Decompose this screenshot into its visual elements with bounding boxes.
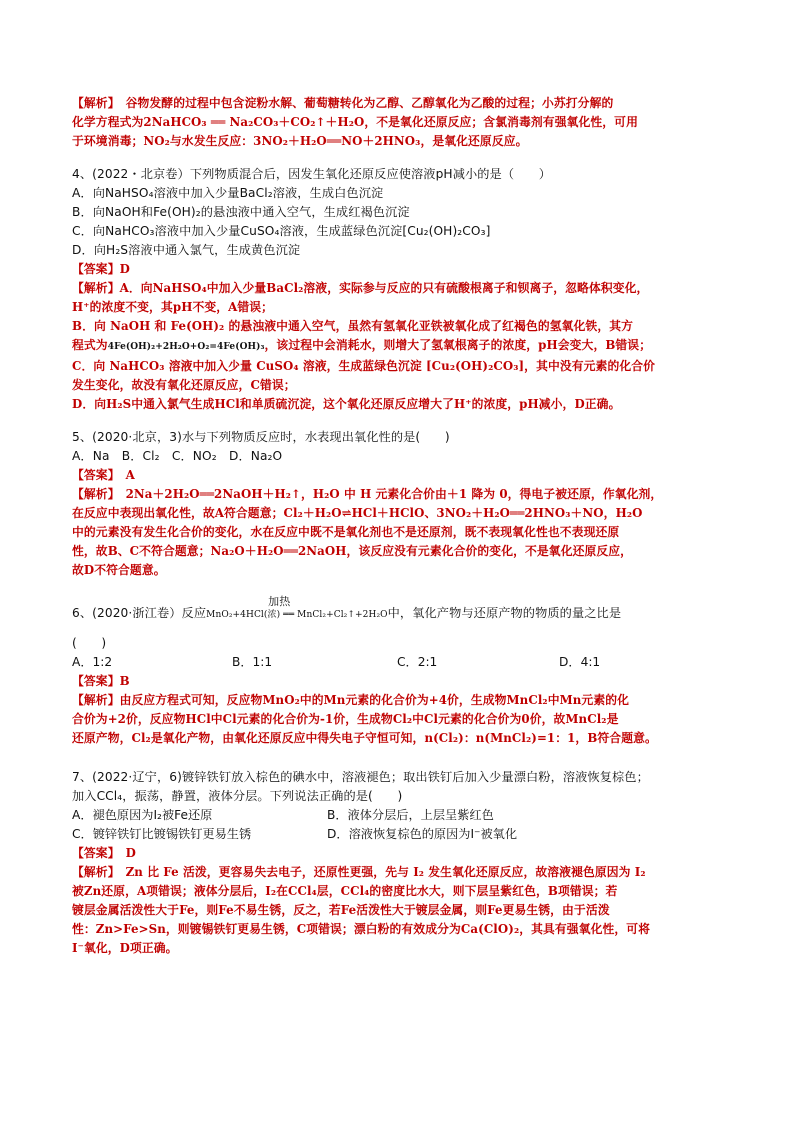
option-a: A．褪色原因为I₂被Fe还原 [72, 808, 213, 822]
answer-line [72, 466, 726, 485]
analysis-line: 合价为+2价，反应物HCl中Cl元素的化合价为-1价，生成物Cl₂中Cl元素的化合价为0价，故MnCl₂是 [72, 712, 619, 726]
answer-line [72, 844, 726, 863]
options-row [72, 653, 726, 672]
analysis-line: D．向H₂S中通入氯气生成HCl和单质硫沉淀，这个氧化还原反应增大了H⁺的浓度，pH减小，D正确。 [72, 397, 621, 411]
answer-value: B [119, 674, 130, 688]
analysis-tag: 【解析】 [72, 865, 114, 879]
option-c: C．向NaHCO₃溶液中加入少量CuSO₄溶液，生成蓝绿色沉淀[Cu₂(OH)₂CO₃] [72, 224, 491, 238]
analysis-tag: 【解析】 [72, 281, 120, 295]
analysis-line: 【解析】A．向NaHSO₄中加入少量BaCl₂溶液，实际参与反应的只有硫酸根离子和钡离子，忽略体积变化， [72, 281, 649, 295]
question-stem: 7、(2022·辽宁，6)镀锌铁钉放入棕色的碘水中，溶液褪色；取出铁钉后加入少量漂白粉，溶液恢复棕色； [72, 770, 649, 784]
answer-bracket: ( ) [72, 636, 107, 650]
analysis-line: 【解析】 Zn 比 Fe 活泼，更容易失去电子，还原性更强，先与 I₂ 发生氧化还原反应，故溶液褪色原因为 I₂ [72, 865, 646, 879]
answer-tag: 【答案】 [72, 674, 120, 688]
answer-value: A [113, 468, 135, 482]
option-b: B．向NaOH和Fe(OH)₂的悬浊液中通入空气，生成红褐色沉淀 [72, 205, 410, 219]
analysis-line: 【解析】由反应方程式可知，反应物MnO₂中的Mn元素的化合价为+4价，生成物MnCl₂中Mn元素的化 [72, 693, 630, 707]
analysis-line: 发生变化，故没有氧化还原反应，C错误； [72, 378, 296, 392]
option-b: B．1:1 [232, 655, 273, 669]
analysis-line: 在反应中表现出氧化性，故A符合题意；Cl₂＋H₂O⇌HCl＋HClO、3NO₂＋H₂O══2HNO₃＋NO，H₂O [72, 506, 643, 520]
answer-tag: 【答案】 [72, 468, 114, 482]
analysis-line: 【解析】 谷物发酵的过程中包含淀粉水解、葡萄糖转化为乙醇、乙醇氧化为乙酸的过程；小苏打分解的 [72, 96, 614, 110]
question-stem: 6、(2020·浙江卷）反应 加热 MnO₂+4HCl(浓) ══ MnCl₂+Cl₂↑+2H₂O中，氧化产物与还原产物的物质的量之比是 [72, 600, 726, 628]
answer-value: D [113, 846, 136, 860]
option-d: D．向H₂S溶液中通入氯气，生成黄色沉淀 [72, 243, 301, 257]
question-stem: 5、(2020·北京，3)水与下列物质反应时，水表现出氧化性的是( ) [72, 430, 450, 444]
analysis-block-1 [72, 94, 726, 151]
question-stem: 加入CCl₄，振荡，静置，液体分层。下列说法正确的是( ) [72, 789, 403, 803]
option-a: A．向NaHSO₄溶液中加入少量BaCl₂溶液，生成白色沉淀 [72, 186, 384, 200]
question-4 [72, 165, 726, 414]
analysis-line: H⁺的浓度不变，其pH不变，A错误； [72, 300, 274, 314]
answer-tag: 【答案】 [72, 846, 114, 860]
analysis-line: 镀层金属活泼性大于Fe，则Fe不易生锈，反之，若Fe活泼性大于镀层金属，则Fe更易生锈，由于活泼 [72, 903, 610, 917]
analysis-tag: 【解析】 [72, 487, 114, 501]
option-b: B．液体分层后，上层呈紫红色 [327, 808, 494, 822]
analysis-line: 性，故B、C不符合题意；Na₂O＋H₂O══2NaOH，该反应没有元素化合价的变化，不是氧化还原反应， [72, 544, 633, 558]
question-stem: 4、(2022・北京卷）下列物质混合后，因发生氧化还原反应使溶液pH减小的是（ ） [72, 167, 551, 181]
analysis-line: C．向 NaHCO₃ 溶液中加入少量 CuSO₄ 溶液，生成蓝绿色沉淀 [Cu₂(OH)₂CO₃]，其中没有元素的化合价 [72, 359, 656, 373]
question-6 [72, 595, 726, 748]
options-row [72, 806, 726, 825]
options-line: A．Na B．Cl₂ C．NO₂ D．Na₂O [72, 449, 283, 463]
analysis-line: 故D不符合题意。 [72, 563, 166, 577]
equation: 4Fe(OH)₂+2H₂O+O₂=4Fe(OH)₃ [107, 342, 265, 352]
option-d: D．溶液恢复棕色的原因为I⁻被氧化 [327, 827, 518, 841]
question-7 [72, 768, 726, 958]
analysis-line: 还原产物，Cl₂是氧化产物，由氧化还原反应中得失电子守恒可知，n(Cl₂)：n(MnCl₂)=1：1，B符合题意。 [72, 731, 657, 745]
analysis-line: 【解析】 2Na＋2H₂O══2NaOH＋H₂↑，H₂O 中 H 元素化合价由＋1 降为 0，得电子被还原，作氧化剂， [72, 487, 663, 501]
answer-line [72, 672, 726, 691]
options-row [72, 825, 726, 844]
analysis-tag: 【解析】 [72, 96, 114, 110]
analysis-line: B．向 NaOH 和 Fe(OH)₂ 的悬浊液中通入空气，虽然有氢氧化亚铁被氧化成了红褐色的氢氧化铁，其方 [72, 319, 634, 333]
option-c: C．镀锌铁钉比镀锡铁钉更易生锈 [72, 827, 252, 841]
option-c: C．2:1 [397, 655, 438, 669]
option-a: A．1:2 [72, 655, 113, 669]
analysis-line: 程式为4Fe(OH)₂+2H₂O+O₂=4Fe(OH)₃，该过程中会消耗水，则增大了氢氧根离子的浓度，pH会变大，B错误； [72, 338, 652, 352]
analysis-line: 于环境消毒；NO₂与水发生反应：3NO₂＋H₂O══NO＋2HNO₃，是氧化还原反应。 [72, 134, 528, 148]
analysis-line: 中的元素没有发生化合价的变化，水在反应中既不是氧化剂也不是还原剂，既不表现氧化性也不表现还原 [72, 525, 620, 539]
analysis-line: I⁻氧化，D项正确。 [72, 941, 178, 955]
answer-tag: 【答案】 [72, 262, 120, 276]
answer-value: D [119, 262, 130, 276]
document-page [72, 94, 726, 958]
answer-line [72, 260, 726, 279]
analysis-tag: 【解析】 [72, 693, 120, 707]
equation-condition: 加热 [268, 595, 291, 608]
analysis-line: 被Zn还原，A项错误；液体分层后，I₂在CCl₄层，CCl₄的密度比水大，则下层呈紫红色，B项错误；若 [72, 884, 618, 898]
equation: 加热 MnO₂+4HCl(浓) ══ MnCl₂+Cl₂↑+2H₂O [206, 602, 388, 628]
option-d: D．4:1 [559, 655, 601, 669]
analysis-line: 化学方程式为2NaHCO₃ ══ Na₂CO₃＋CO₂↑＋H₂O，不是氧化还原反应；含氯消毒剂有强氧化性，可用 [72, 115, 638, 129]
analysis-line: 性：Zn>Fe>Sn，则镀锡铁钉更易生锈，C项错误；漂白粉的有效成分为Ca(ClO)₂，其具有强氧化性，可将 [72, 922, 651, 936]
question-5 [72, 428, 726, 580]
